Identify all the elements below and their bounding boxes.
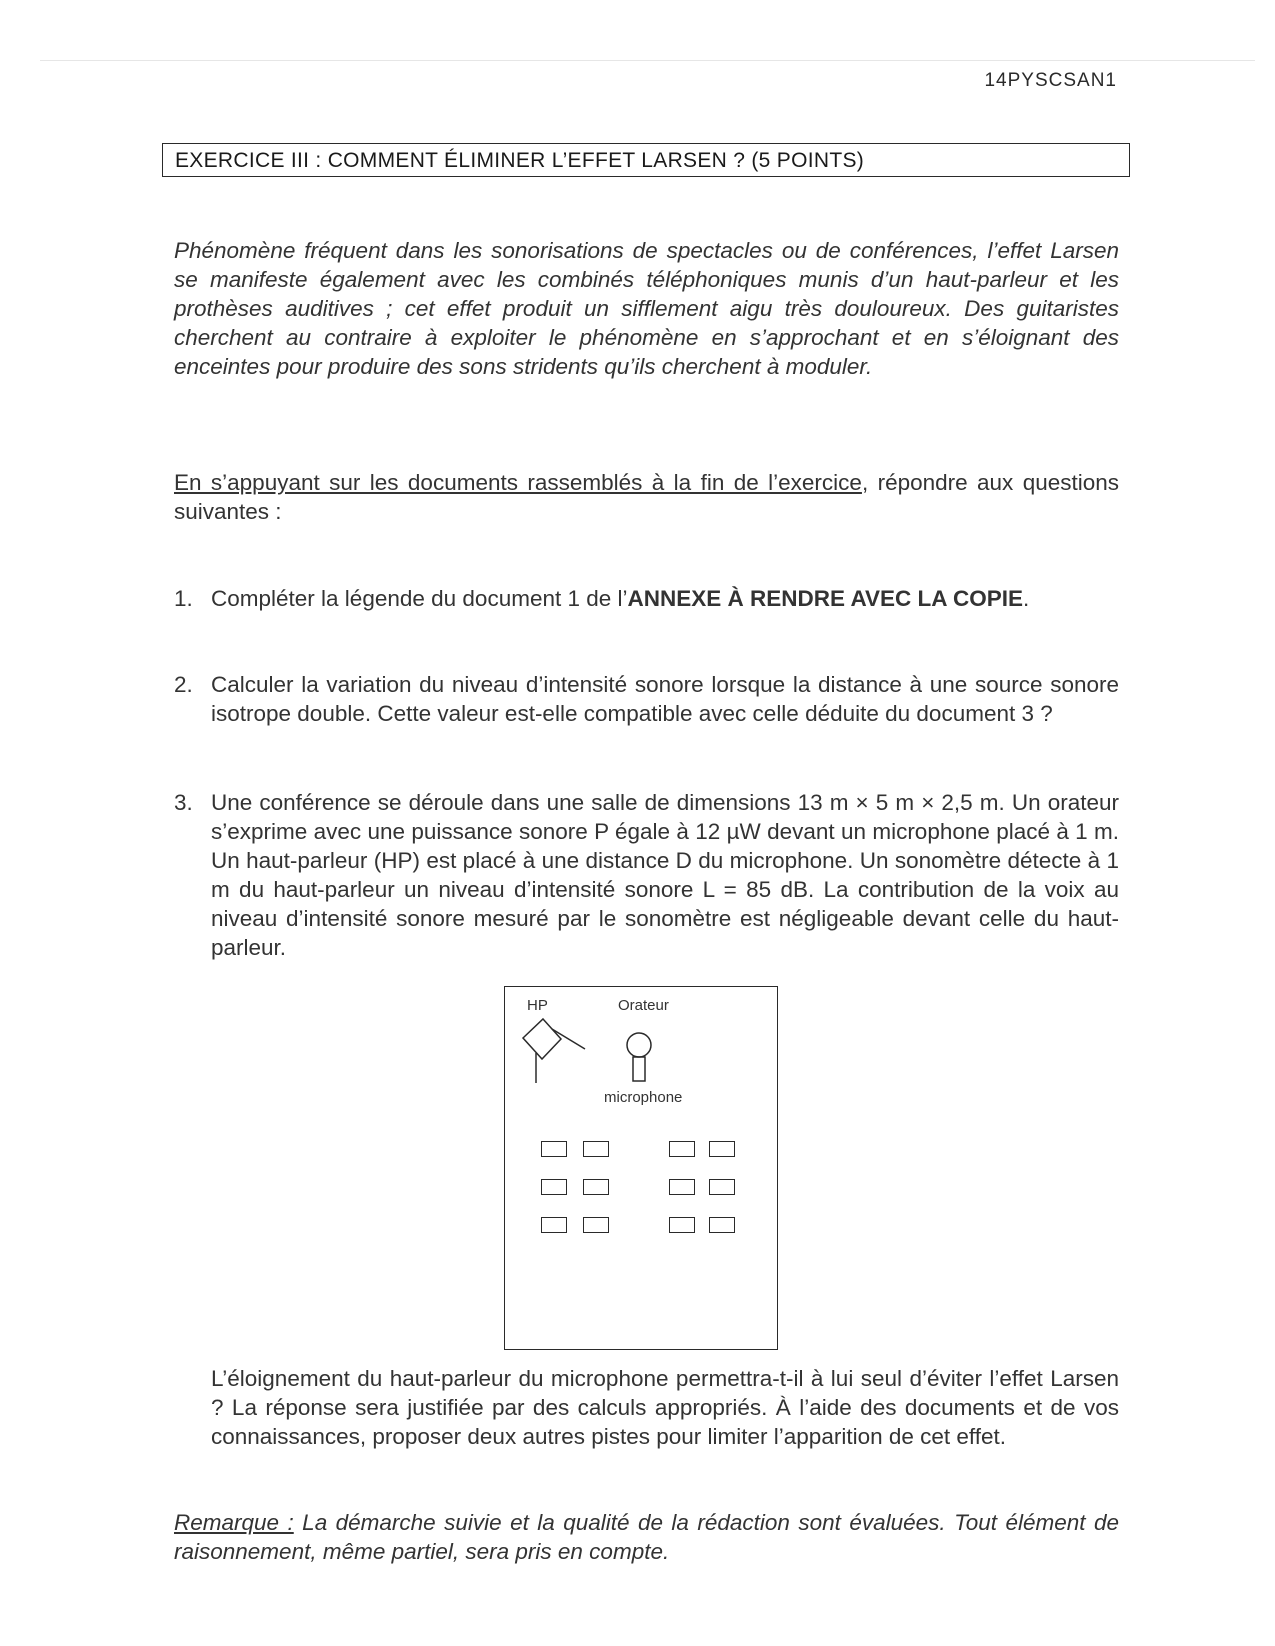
audience-seat <box>669 1141 695 1157</box>
instruction-rest: , répondre aux questions suivantes : <box>174 470 1120 524</box>
question-1-text <box>211 584 1119 613</box>
subject-code: 14PYSCSAN1 <box>984 70 1117 91</box>
scan-edge-line <box>40 60 1255 61</box>
question-3-text: Une conférence se déroule dans une salle de dimensions 13 m × 5 m × 2,5 m. Un orateur s’exprime avec une puissance sonore P égale à 12 µW devant un microphone placé à 1 m. Un haut-parleur (HP) est placé à une distance D du microphone. Un sonomètre détecte à 1 m du haut-parleur un niveau d’intensité sonore L = 85 dB. La contribution de la voix au niveau d’intensité sonore mesuré par le sonomètre est négligeable devant celle du haut-parleur. <box>211 790 1119 960</box>
audience-seat <box>669 1217 695 1233</box>
question-3-followup: L’éloignement du haut-parleur du microphone permettra-t-il à lui seul d’éviter l’effet Larsen ? La réponse sera justifiée par des calculs appropriés. À l’aide des documents et de vos connaissances, proposer deux autres pistes pour limiter l’apparition de cet effet. <box>211 1366 1119 1449</box>
audience-seat <box>583 1141 609 1157</box>
audience-seat <box>669 1179 695 1195</box>
audience-seat <box>583 1217 609 1233</box>
microphone-icon <box>625 1031 655 1087</box>
question-1-body: Compléter la légende du document 1 de l’ <box>211 586 628 611</box>
audience-seat <box>583 1179 609 1195</box>
hp-label: HP <box>527 997 548 1014</box>
instruction-underlined: En s’appuyant sur les documents rassemblés à la fin de l’exercice <box>174 470 862 495</box>
remark-label: Remarque : <box>174 1510 294 1535</box>
audience-seat <box>541 1217 567 1233</box>
exercise-title: EXERCICE III : COMMENT ÉLIMINER L’EFFET LARSEN ? (5 POINTS) <box>162 143 1130 177</box>
audience-seat <box>709 1141 735 1157</box>
room-diagram <box>504 986 778 1350</box>
speaker-label: Orateur <box>618 997 669 1014</box>
question-1-end: . <box>1022 586 1030 611</box>
audience-seat <box>541 1179 567 1195</box>
audience-seat <box>709 1179 735 1195</box>
loudspeaker-icon <box>515 1013 605 1103</box>
question-2-text: Calculer la variation du niveau d’intensité sonore lorsque la distance à une source sonore isotrope double. Cette valeur est-elle compatible avec celle déduite du document 3 ? <box>211 672 1119 726</box>
instruction-paragraph <box>174 468 1119 526</box>
microphone-label: microphone <box>604 1089 683 1106</box>
question-2-number: 2. <box>174 672 193 697</box>
audience-seat <box>541 1141 567 1157</box>
question-3-number: 3. <box>174 790 193 815</box>
remark-paragraph <box>174 1508 1119 1566</box>
question-1-number: 1. <box>174 586 193 611</box>
remark-text: La démarche suivie et la qualité de la rédaction sont évaluées. Tout élément de raisonnement, même partiel, sera pris en compte. <box>174 1510 1119 1564</box>
question-1-bold: ANNEXE À RENDRE AVEC LA COPIE <box>627 586 1023 611</box>
intro-paragraph: Phénomène fréquent dans les sonorisations de spectacles ou de conférences, l’effet Larsen se manifeste également avec les combinés téléphoniques munis d’un haut-parleur et les prothèses auditives ; cet effet produit un sifflement aigu très douloureux. Des guitaristes cherchent au contraire à exploiter le phénomène en s’approchant et en s’éloignant des enceintes pour produire des sons stridents qu’ils cherchent à moduler. <box>174 238 1119 379</box>
audience-seat <box>709 1217 735 1233</box>
